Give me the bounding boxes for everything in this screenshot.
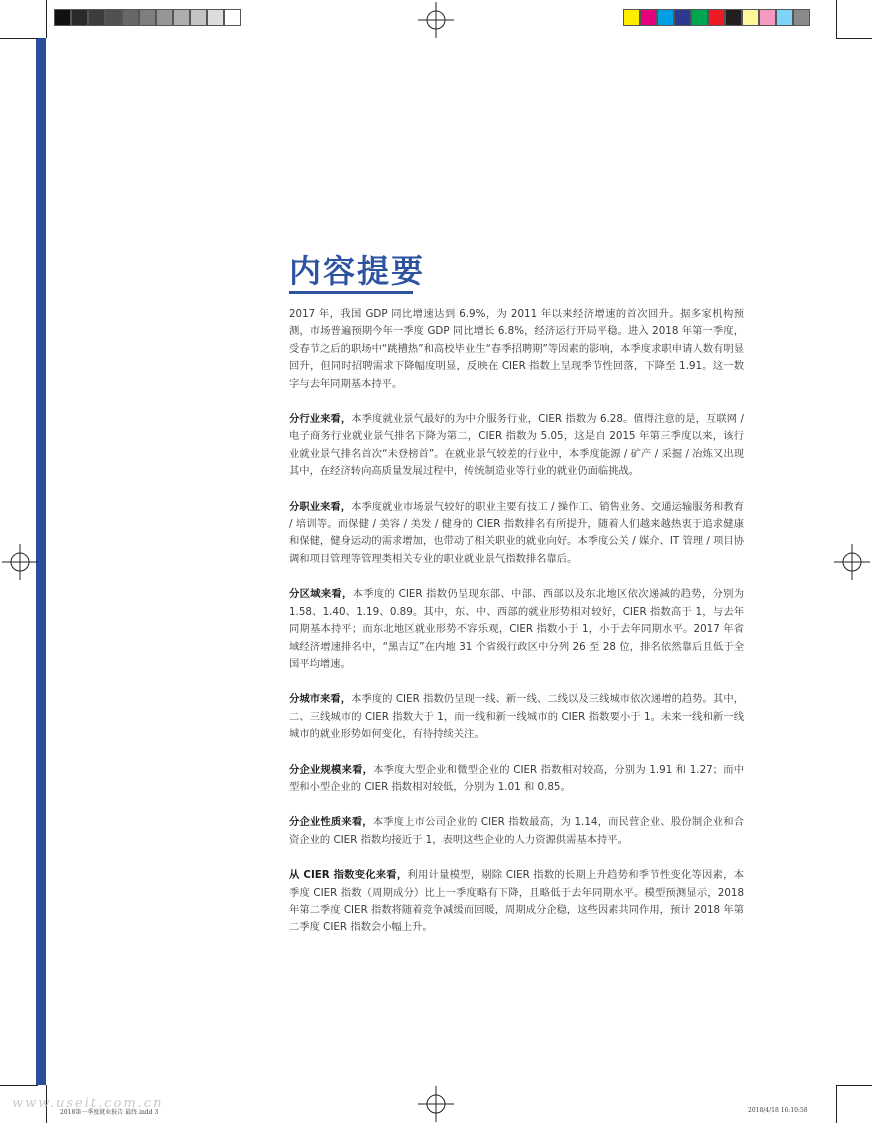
color-swatch [88,9,105,26]
crop-mark [0,1085,38,1086]
color-swatch [190,9,207,26]
color-swatch [776,9,793,26]
color-swatch [71,9,88,26]
paragraph-index-trend: 从 CIER 指数变化来看，利用计量模型，剔除 CIER 指数的长期上升趋势和季节性变化等因素，本季度 CIER 指数（周期成分）比上一季度略有下降，且略低于去年同期水平。模型预测显示，2018 年第二季度 CIER 指数将随着竞争减缓而回暖，周期成分企稳，这些因素共同作用，预计 2018 年第二季度 CIER 指数会小幅上升。 [289,869,744,934]
paragraph-overview: 2017 年，我国 GDP 同比增速达到 6.9%，为 2011 年以来经济增速的首次回升。据多家机构预测，市场普遍预期今年一季度 GDP 同比增长 6.8%，经济运行开局平稳。进入 2018 年第一季度，受春节之后的职场中“跳槽热”和高校毕业生“春季招聘期”等因素的影响，本季度求职申请人数有明显回升，但同时招聘需求下降幅度明显，反映在 CIER 指数上呈现季节性回落，下降至 1.91。这一数字与去年同期基本持平。 [289,308,744,390]
color-swatch [742,9,759,26]
paragraph-lead: 分行业来看， [289,413,352,426]
paragraph-lead: 分企业性质来看， [289,816,373,829]
color-swatch [207,9,224,26]
color-swatch [156,9,173,26]
color-swatch [708,9,725,26]
paragraph-by-company-size: 分企业规模来看，本季度大型企业和微型企业的 CIER 指数相对较高，分别为 1.91 和 1.27；而中型和小型企业的 CIER 指数相对较低，分别为 1.01 和 0.85。 [289,763,745,793]
color-swatch [224,9,241,26]
paragraph-by-region: 分区域来看，本季度的 CIER 指数仍呈现东部、中部、西部以及东北地区依次递减的趋势，分别为 1.58、1.40、1.19、0.89。其中，东、中、西部的就业形势相对较好，CIER 指数高于 1，与去年同期基本持平；而东北地区就业形势不容乐观，CIER 指数小于 1，小于去年同期水平。2017 年省域经济增速排名中，“黑吉辽”在内地 31 个省级行政区中分列 26 至 28 位，排名依然靠后且低于全国平均增速。 [289,588,744,670]
paragraph-by-occupation: 分职业来看，本季度就业市场景气较好的职业主要有技工 / 操作工、销售业务、交通运输服务和教育 / 培训等。而保健 / 美容 / 美发 / 健身的 CIER 指数排名有所提升，随着人们越来越热衷于追求健康和保健，健身运动的需求增加，也带动了相关职业的就业向好。本季度公关 / 媒介、IT 管理 / 项目协调和项目管理等管理类相关专业的职业就业景气指数排名靠后。 [289,500,745,565]
color-swatch [623,9,640,26]
paragraph-lead: 分区域来看， [289,588,353,601]
color-swatch [691,9,708,26]
summary-body [289,306,744,955]
crop-mark [836,1085,872,1086]
crop-mark [46,0,47,38]
paragraph-by-city: 分城市来看，本季度的 CIER 指数仍呈现一线、新一线、二线以及三线城市依次递增的趋势。其中，二、三线城市的 CIER 指数大于 1，而一线和新一线城市的 CIER 指数要小于 1。未来一线和新一线城市的就业形势如何变化，有待持续关注。 [289,693,744,741]
color-swatch [674,9,691,26]
footer-file-name: 2018第一季度就业报告 最终.indd 3 [60,1109,159,1116]
color-swatch [105,9,122,26]
color-swatch [54,9,71,26]
registration-mark-right [834,544,870,580]
process-color-bar [623,9,810,26]
paragraph-by-industry: 分行业来看，本季度就业景气最好的为中介服务行业，CIER 指数为 6.28。值得注意的是，互联网 / 电子商务行业就业景气排名下降为第二，CIER 指数为 5.05，这是自 2015 年第三季度以来，该行业就业景气排名首次“未登榜首”。在就业景气较差的行业中，本季度能源 / 矿产 / 采掘 / 冶炼又出现其中，在经济转向高质量发展过程中，传统制造业等行业的就业仍面临挑战。 [289,413,744,478]
color-swatch [173,9,190,26]
page-title: 内容提要 [289,252,426,290]
color-swatch [139,9,156,26]
color-swatch [640,9,657,26]
registration-mark-left [2,544,38,580]
color-swatch [725,9,742,26]
title-underline [289,291,413,294]
registration-mark-top [418,2,454,38]
crop-mark [836,0,837,38]
registration-mark-bottom [418,1086,454,1122]
crop-mark [0,38,38,39]
crop-mark [836,1085,837,1123]
paragraph-lead: 分企业规模来看， [289,763,374,776]
paragraph-by-company-type: 分企业性质来看，本季度上市公司企业的 CIER 指数最高，为 1.14，而民营企业、股份制企业和合资企业的 CIER 指数均接近于 1，表明这些企业的人力资源供需基本持平。 [289,816,745,846]
footer-datetime: 2018/4/18 16:10:58 [748,1107,808,1114]
watermark: www.useit.com.cn [12,1096,164,1111]
color-swatch [657,9,674,26]
paragraph-lead: 分职业来看， [289,500,352,513]
color-swatch [122,9,139,26]
grayscale-color-bar [54,9,241,26]
crop-mark [836,38,872,39]
color-swatch [793,9,810,26]
color-swatch [759,9,776,26]
paragraph-lead: 从 CIER 指数变化来看， [289,869,408,882]
paragraph-lead: 分城市来看， [289,693,352,706]
